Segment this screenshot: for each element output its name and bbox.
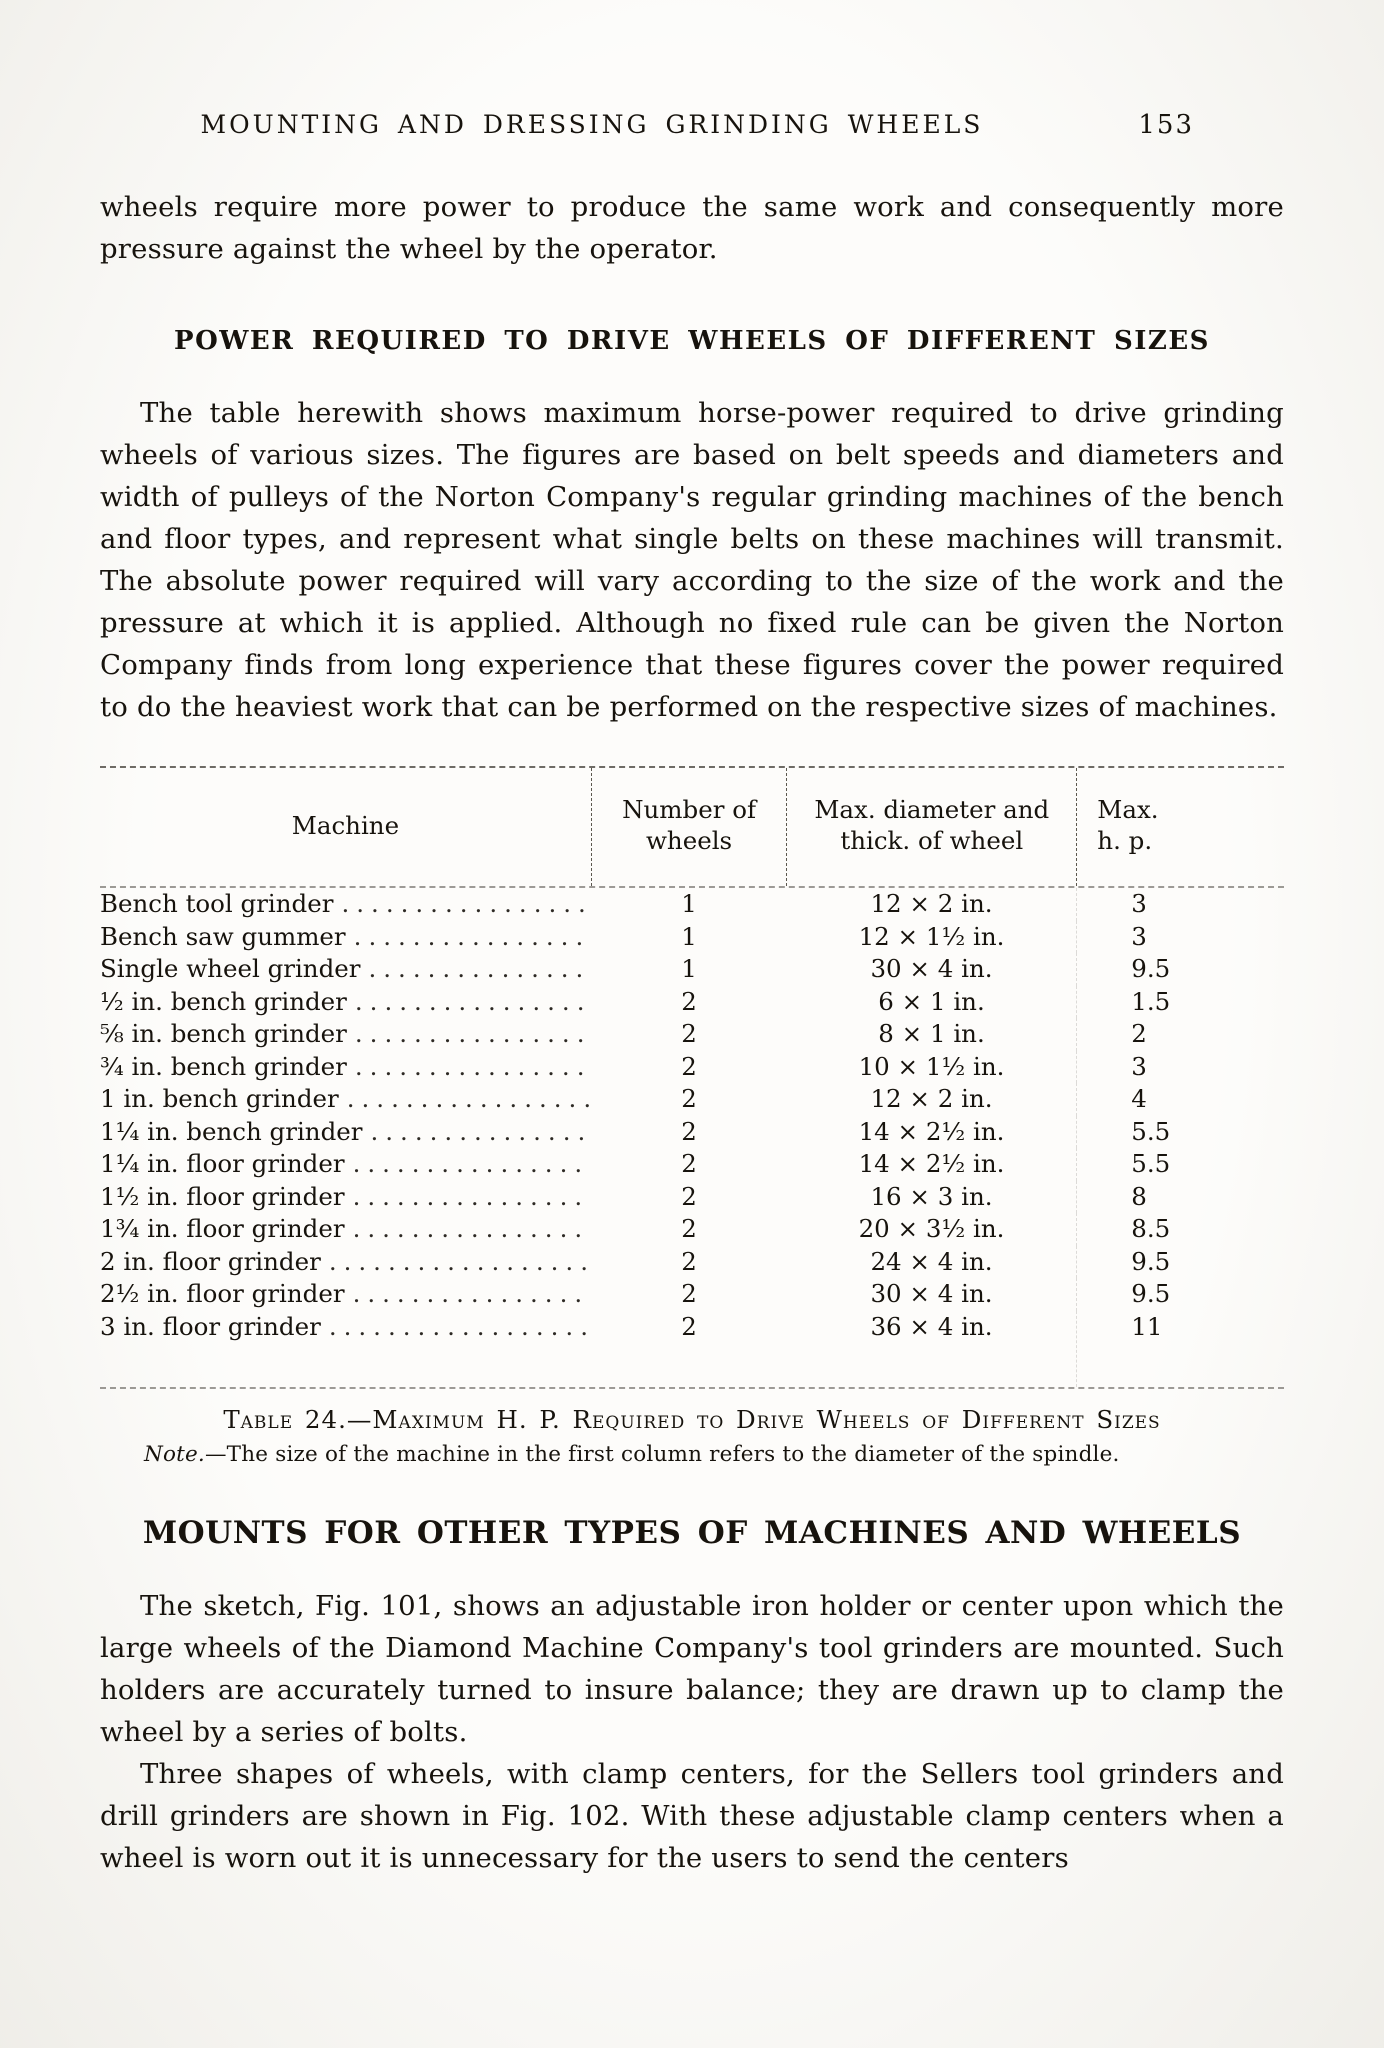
cell-number-of-wheels: 1 [681, 954, 697, 983]
running-header [100, 110, 1284, 152]
cell-max-hp: 9.5 [1077, 953, 1284, 986]
dot-leader [345, 1278, 592, 1311]
machine-name: 3 in. floor grinder [100, 1311, 321, 1341]
dot-leader [347, 1051, 591, 1084]
table-note-label: Note. [144, 1442, 205, 1467]
table-row [100, 1051, 1284, 1084]
section-heading-power-required: POWER REQUIRED TO DRIVE WHEELS OF DIFFERENT SIZES [174, 326, 1210, 356]
cell-max-diameter: 30 × 4 in. [870, 954, 993, 983]
cell-max-diameter: 16 × 3 in. [870, 1181, 993, 1211]
cell-number-of-wheels: 2 [681, 1181, 697, 1211]
dot-leader [347, 986, 591, 1019]
cell-number-of-wheels: 2 [681, 1019, 697, 1048]
dot-leader [347, 1018, 591, 1051]
dot-leader [345, 1213, 592, 1246]
machine-name: Single wheel grinder [100, 954, 361, 983]
cell-machine [100, 888, 591, 921]
machine-name: 2½ in. floor grinder [100, 1279, 345, 1308]
column-header-max-hp [1077, 768, 1284, 886]
cell-max-diameter: 14 × 2½ in. [858, 1116, 1005, 1146]
cell-machine [100, 1116, 591, 1149]
column-header-number-of-wheels: Number of wheels [591, 768, 786, 886]
table-row [100, 888, 1284, 921]
cell-max-diameter: 10 × 1½ in. [858, 1051, 1005, 1081]
cell-machine [100, 1148, 591, 1181]
machine-name: 1 in. bench grinder [100, 1084, 339, 1113]
table-row [100, 1083, 1284, 1116]
cell-max-diameter: 14 × 2½ in. [858, 1149, 1005, 1178]
cell-machine [100, 1213, 591, 1246]
cell-number-of-wheels: 2 [681, 1051, 697, 1081]
cell-max-diameter: 20 × 3½ in. [858, 1214, 1005, 1243]
dot-leader [345, 1148, 592, 1181]
table-row [100, 1116, 1284, 1149]
cell-number-of-wheels: 2 [681, 1116, 697, 1146]
cell-max-hp: 11 [1077, 1311, 1284, 1388]
dot-leader [339, 1083, 592, 1116]
cell-machine [100, 953, 591, 986]
cell-machine [100, 1181, 591, 1214]
cell-max-hp: 3 [1077, 921, 1284, 954]
machine-name: 1¼ in. bench grinder [100, 1116, 363, 1146]
machine-name: Bench saw gummer [100, 921, 346, 951]
section2-paragraph-1: The sketch, Fig. 101, shows an adjustable iron holder or center upon which the large wheels of the Diamond Machine Company's tool grinders are mounted. Such holders are accurately turned to insure balance; they are drawn up to clamp the wheel by a series of bolts. [100, 1590, 1284, 1748]
cell-max-diameter: 12 × 2 in. [870, 889, 993, 918]
cell-max-diameter: 8 × 1 in. [878, 1019, 985, 1048]
table-caption: Table 24.—Maximum H. P. Required to Drive Wheels of Different Sizes [223, 1405, 1161, 1434]
dot-leader [346, 921, 592, 954]
cell-number-of-wheels: 2 [681, 1084, 697, 1113]
dot-leader [345, 1181, 592, 1214]
cell-max-diameter: 30 × 4 in. [870, 1279, 993, 1308]
cell-max-hp: 8.5 [1077, 1213, 1284, 1246]
table-row [100, 986, 1284, 1019]
column-header-max-diameter: Max. diameter and thick. of wheel [787, 768, 1077, 886]
section2-paragraph-2: Three shapes of wheels, with clamp centers, for the Sellers tool grinders and drill grinders are shown in Fig. 102. With these adjustable clamp centers when a wheel is worn out it is unnecessary for the users to send the centers [100, 1758, 1284, 1874]
cell-machine [100, 1246, 591, 1279]
cell-machine [100, 1018, 591, 1051]
cell-number-of-wheels: 2 [681, 1214, 697, 1243]
cell-max-hp: 4 [1077, 1083, 1284, 1116]
cell-number-of-wheels: 2 [681, 1279, 697, 1308]
table-row [100, 953, 1284, 986]
cell-number-of-wheels: 1 [681, 921, 697, 951]
table-row [100, 1018, 1284, 1051]
table-top-rule [100, 766, 1284, 768]
table-header-rule [100, 886, 1284, 888]
page-number: 153 [1138, 110, 1194, 140]
cell-number-of-wheels: 2 [681, 1246, 697, 1276]
cell-machine [100, 1051, 591, 1084]
cell-max-hp: 9.5 [1077, 1246, 1284, 1279]
column-header-machine: Machine [291, 810, 400, 840]
dot-leader [362, 1116, 591, 1149]
table-bottom-rule [100, 1387, 1284, 1389]
cell-max-hp: 9.5 [1077, 1278, 1284, 1311]
cell-machine [100, 986, 591, 1019]
cell-max-diameter: 36 × 4 in. [870, 1311, 993, 1341]
cell-machine [100, 1311, 591, 1388]
cell-max-diameter: 6 × 1 in. [878, 986, 985, 1016]
table-row [100, 1278, 1284, 1311]
section-heading-mounts: MOUNTS FOR OTHER TYPES OF MACHINES AND WHEELS [142, 1515, 1242, 1551]
power-table [100, 768, 1284, 886]
table-row [100, 1148, 1284, 1181]
cell-max-hp: 3 [1077, 888, 1284, 921]
machine-name: ½ in. bench grinder [100, 986, 347, 1016]
cell-max-hp: 5.5 [1077, 1116, 1284, 1149]
table-row [100, 1246, 1284, 1279]
cell-max-hp: 1.5 [1077, 986, 1284, 1019]
cell-number-of-wheels: 1 [681, 889, 697, 918]
power-table-body [100, 888, 1284, 1387]
dot-leader [321, 1246, 592, 1279]
cell-number-of-wheels: 2 [681, 986, 697, 1016]
cell-max-hp: 8 [1077, 1181, 1284, 1214]
cell-max-hp: 2 [1077, 1018, 1284, 1051]
machine-name: Bench tool grinder [100, 889, 334, 918]
table-rows [100, 888, 1284, 1387]
machine-name: 1¼ in. floor grinder [100, 1149, 345, 1178]
cell-number-of-wheels: 2 [681, 1149, 697, 1178]
running-header-title: MOUNTING AND DRESSING GRINDING WHEELS [200, 110, 984, 139]
column-header-max-hp-label: Max. h. p. [1097, 795, 1159, 855]
table-note-text: —The size of the machine in the first column refers to the diameter of the spindle. [204, 1442, 1120, 1467]
section1-paragraph: The table herewith shows maximum horse-power required to drive grinding wheels of various sizes. The figures are based on belt speeds and diameters and width of pulleys of the Norton Company's regular grinding machines of the bench and floor types, and represent what single belts on these machines will transmit. The absolute power required will vary according to the size of the work and the pressure at which it is applied. Although no fixed rule can be given the Norton Company finds from long experience that these figures cover the power required to do the heaviest work that can be performed on the respective sizes of machines. [100, 397, 1284, 723]
cell-number-of-wheels: 2 [681, 1311, 697, 1341]
table-row [100, 1311, 1284, 1388]
machine-name: 2 in. floor grinder [100, 1246, 321, 1276]
cell-machine [100, 921, 591, 954]
dot-leader [333, 888, 591, 921]
cell-max-hp: 3 [1077, 1051, 1284, 1084]
dot-leader [360, 953, 591, 986]
power-table-block [100, 766, 1284, 1467]
dot-leader [321, 1311, 592, 1344]
cell-max-diameter: 24 × 4 in. [870, 1246, 993, 1276]
cell-max-diameter: 12 × 1½ in. [858, 921, 1005, 951]
machine-name: 1½ in. floor grinder [100, 1181, 345, 1211]
cell-max-diameter: 12 × 2 in. [870, 1084, 993, 1113]
machine-name: ¾ in. bench grinder [100, 1051, 347, 1081]
table-row [100, 1181, 1284, 1214]
cell-max-hp: 5.5 [1077, 1148, 1284, 1181]
power-table-header [100, 768, 1284, 886]
machine-name: 1¾ in. floor grinder [100, 1214, 345, 1243]
intro-paragraph: wheels require more power to produce the same work and consequently more pressure against the wheel by the operator. [100, 191, 1284, 265]
machine-name: ⅝ in. bench grinder [100, 1019, 347, 1048]
table-row [100, 1213, 1284, 1246]
table-row [100, 921, 1284, 954]
table-note [100, 1442, 1284, 1467]
cell-machine [100, 1083, 591, 1116]
cell-machine [100, 1278, 591, 1311]
